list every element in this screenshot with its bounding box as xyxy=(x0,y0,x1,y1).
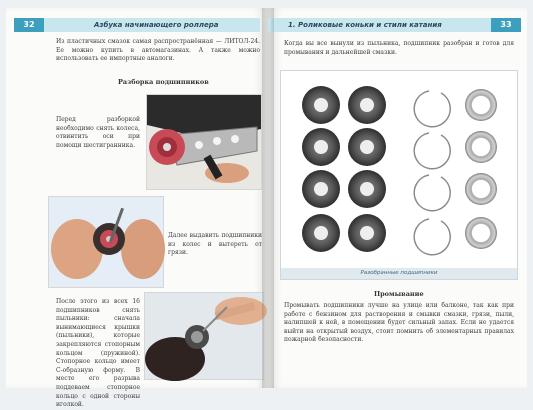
shields-column xyxy=(465,89,497,249)
section-heading-disassembly: Разборка подшипников xyxy=(118,78,209,86)
washing-paragraph: Промывать подшипники лучше на улице или балконе, так как при работе с бензином для растворения и смывки смазки, грязи, пыли, налипшей к ней, в помещении будет сильный запах. Если не удается выйти на открытый воздух, стоит помнить об элементарных правилах пожарной безопасности. xyxy=(284,302,514,344)
skate-wheel-photo xyxy=(146,94,262,190)
step3-paragraph: После этого из всех 16 подшипников снять пыльники: сначала вынимающиеся крышки (пыльники), которые закрепляются стопорным кольцом (пружиной). Стопорное кольцо имеет С-образную форму. В месте его разрыва поддеваем стопорное кольцо с одной стороны иголкой. xyxy=(56,298,140,409)
removing-dust-shield-photo xyxy=(144,292,264,380)
right-page xyxy=(268,8,527,388)
bearings-column-2 xyxy=(348,86,386,252)
page-number-left: 32 xyxy=(14,18,44,32)
running-header-left xyxy=(14,18,260,32)
hands-illustration xyxy=(49,197,163,287)
intro-paragraph-right: Когда вы все вынули из пыльника, подшипник разобран и готов для промывания и дальнейшей смазки. xyxy=(284,40,514,56)
left-page xyxy=(6,8,268,409)
photo-caption: Разобранные подшипники xyxy=(281,268,517,279)
step1-paragraph: Перед разборкой необходимо снять колеса, отвинтить оси при помощи шестигранника. xyxy=(56,116,140,149)
intro-paragraph-left: Из пластичных смазок самая распространённая — ЛИТОЛ-24. Ее можно купить в автомагазинах. А также можно использовать ее импортные аналоги. xyxy=(56,38,260,63)
hands-removing-bearing-photo xyxy=(48,196,164,288)
section-heading-washing: Промывание xyxy=(374,290,424,298)
running-header-right xyxy=(268,18,521,32)
running-head-left: Азбука начинающего роллера xyxy=(94,21,219,29)
snap-rings-column xyxy=(414,91,450,255)
bearings-illustration xyxy=(281,71,517,269)
book-gutter xyxy=(262,8,274,388)
page-number-right: 33 xyxy=(491,18,521,32)
skate-illustration xyxy=(147,95,261,189)
dust-shield-illustration xyxy=(145,293,263,379)
step2-paragraph: Далее выдавить подшипники из колес и вытереть от грязи. xyxy=(168,232,262,257)
running-head-right: 1. Роликовые коньки и стили катания xyxy=(288,21,442,29)
disassembled-bearings-photo xyxy=(280,70,518,280)
bearings-column-1 xyxy=(302,86,340,252)
